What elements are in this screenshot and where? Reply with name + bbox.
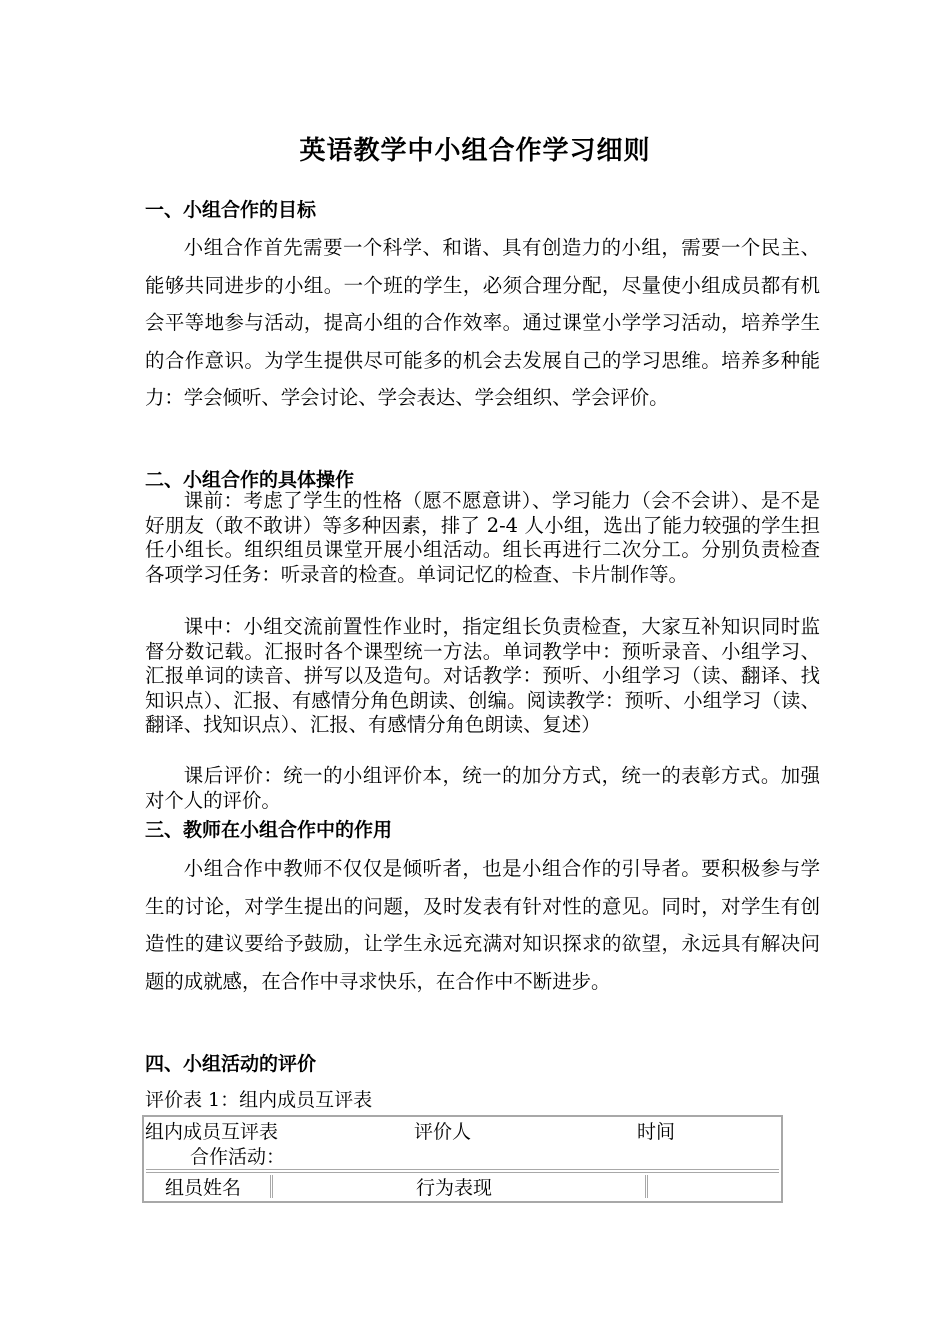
section-1-paragraph: 小组合作首先需要一个科学、和谐、具有创造力的小组，需要一个民主、能够共同进步的小组。一个班的学生，必须合理分配，尽量使小组成员都有机会平等地参与活动，提高小组的合作效率。通过课堂小学学习活动，培养学生的合作意识。为学生提供尽可能多的机会去发展自己的学习思维。培养多种能力：学会倾听、学会讨论、学会表达、学会组织、学会评价。 [145, 236, 820, 409]
table-header-activity: 合作活动： [190, 1146, 286, 1168]
section-2-paragraph-before-class: 课前：考虑了学生的性格（愿不愿意讲）、学习能力（会不会讲）、是不是好朋友（敢不敢讲）等多种因素，排了 2-4 人小组，选出了能力较强的学生担任小组长。组织组员课堂开展小组活动。组长再进行二次分工。分别负责检查各项学习任务：听录音的检查。单词记忆的检查、卡片制作等。 [145, 489, 820, 586]
section-2-heading: 二、小组合作的具体操作 [145, 469, 355, 491]
table-col-behavior: 行为表现 [416, 1177, 493, 1199]
section-2-paragraph-in-class: 课中：小组交流前置性作业时，指定组长负责检查，大家互补知识同时监督分数记载。汇报时各个课型统一方法。单词教学中：预听录音、小组学习、汇报单词的读音、拼写以及造句。对话教学：预听、小组学习（读、翻译、找知识点）、汇报、有感情分角色朗读、创编。阅读教学：预听、小组学习（读、翻译、找知识点）、汇报、有感情分角色朗读、复述） [145, 615, 820, 736]
table-col-member-name: 组员姓名 [165, 1177, 242, 1199]
table-header-time: 时间 [637, 1121, 676, 1143]
table-row-separator [146, 1169, 779, 1173]
section-4-heading: 四、小组活动的评价 [145, 1053, 317, 1075]
section-3-paragraph: 小组合作中教师不仅仅是倾听者，也是小组合作的引导者。要积极参与学生的讨论，对学生提出的问题，及时发表有针对性的意见。同时，对学生有创造性的建议要给予鼓励，让学生永远充满对知识探求的欲望，永远具有解决问题的成就感，在合作中寻求快乐，在合作中不断进步。 [145, 857, 820, 993]
table-caption: 评价表 1：组内成员互评表 [145, 1089, 373, 1111]
section-2-paragraph-after-class: 课后评价：统一的小组评价本，统一的加分方式，统一的表彰方式。加强对个人的评价。 [145, 764, 820, 812]
table-header-title: 组内成员互评表 [145, 1121, 279, 1143]
table-column-divider [270, 1175, 273, 1198]
peer-evaluation-table [142, 1115, 783, 1203]
table-column-divider [645, 1175, 648, 1198]
section-1-heading: 一、小组合作的目标 [145, 199, 317, 221]
table-header-evaluator: 评价人 [414, 1121, 472, 1143]
document-title: 英语教学中小组合作学习细则 [299, 136, 651, 166]
section-3-heading: 三、教师在小组合作中的作用 [145, 819, 393, 841]
table-header-row [144, 1117, 781, 1169]
